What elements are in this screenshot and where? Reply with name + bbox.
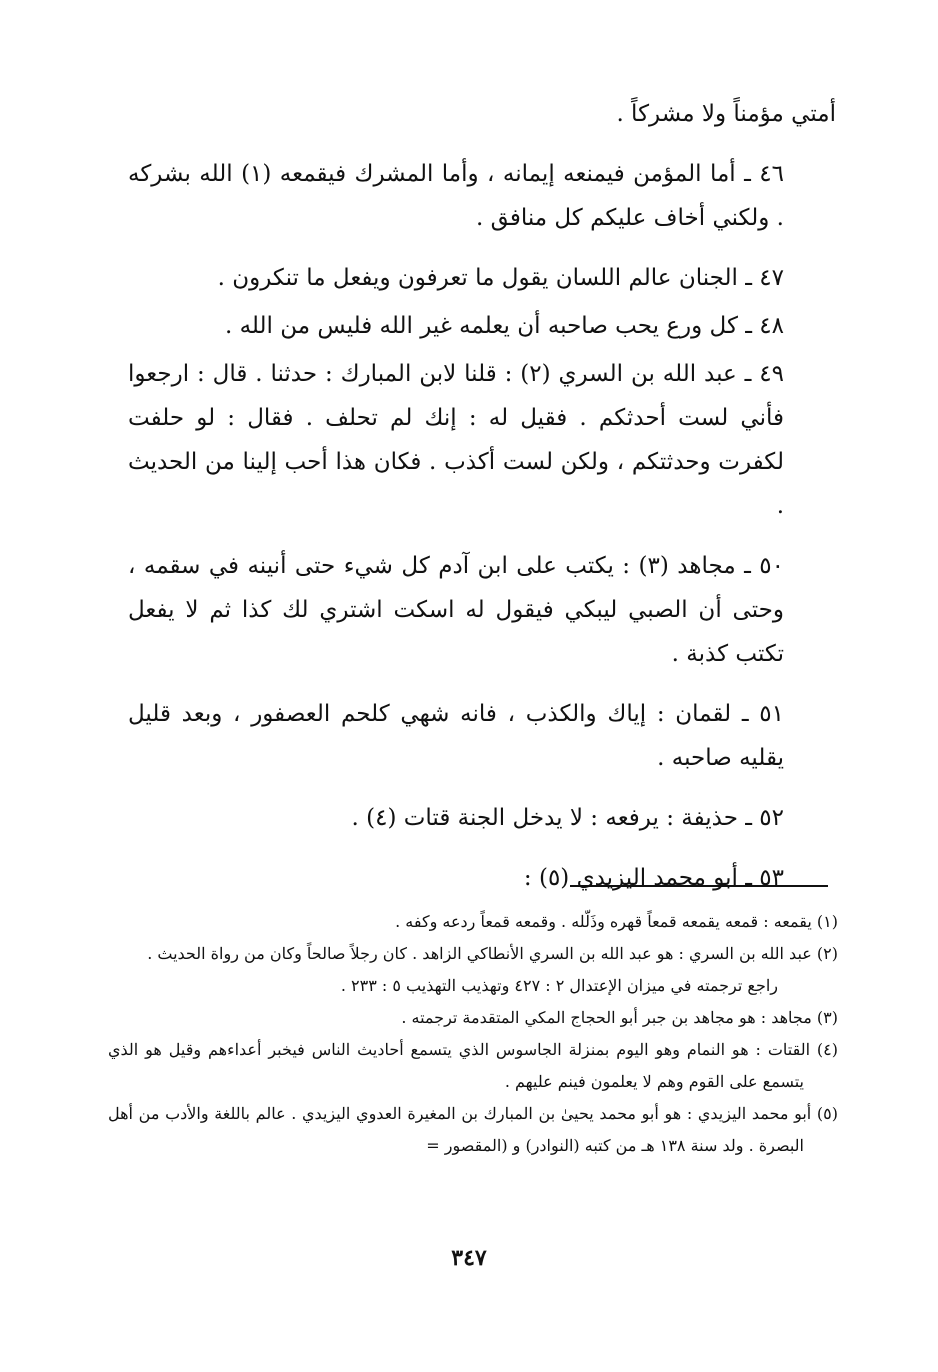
page-number: ٣٤٧ xyxy=(451,1245,487,1271)
paragraph-46: ٤٦ ـ أما المؤمن فيمنعه إيمانه ، وأما المشرك فيقمعه (١) الله بشركه . ولكني أخاف عليكم كل منافق . xyxy=(128,161,784,231)
footnote-separator xyxy=(570,885,828,887)
paragraph-continuation: أمتي مؤمناً ولا مشركاً . xyxy=(616,101,836,127)
paragraph-47: ٤٧ ـ الجنان عالم اللسان يقول ما تعرفون ويفعل ما تنكرون . xyxy=(217,265,784,291)
footnote-2: (٢) عبد الله بن السري : هو عبد الله بن السري الأنطاكي الزاهد . كان رجلاً صالحاً وكان من رواة الحديث . xyxy=(147,944,838,963)
footnote-3: (٣) مجاهد : هو مجاهد بن جبر أبو الحجاج المكي المتقدمة ترجمته . xyxy=(401,1008,838,1027)
main-text xyxy=(128,92,836,900)
paragraph-50: ٥٠ ـ مجاهد (٣) : يكتب على ابن آدم كل شيء حتى أنينه في سقمه ، وحتى أن الصبي ليبكي فيقول له اسكت اشتري لك كذا ثم لا يفعل تكتب كذبة . xyxy=(128,553,784,667)
paragraph-48: ٤٨ ـ كل ورع يحب صاحبه أن يعلمه غير الله فليس من الله . xyxy=(224,313,784,339)
footnote-5: (٥) أبو محمد اليزيدي : هو أبو محمد يحيىٰ بن المبارك بن المغيرة العدوي اليزيدي . عالم باللغة والأدب من أهل البصرة . ولد سنة ١٣٨ هـ من كتبه (النوادر) و (المقصور = xyxy=(108,1104,839,1155)
paragraph-51: ٥١ ـ لقمان : إياك والكذب ، فانه شهي كلحم العصفور ، وبعد قليل يقليه صاحبه . xyxy=(128,701,784,771)
footnote-1: (١) يقمعه : قمعه يقمعه قمعاً قهره وذَلّله . وقمعه قمعاً ردعه وكفه . xyxy=(395,912,838,931)
footnotes xyxy=(108,906,838,1162)
footnote-4: (٤) القتات : هو النمام وهو اليوم بمنزلة الجاسوس الذي يتسمع أحاديث الناس فيخبر أعداءهم وقيل هو الذي يتسمع على القوم وهم لا يعلمون فينم عليهم . xyxy=(108,1040,838,1091)
paragraph-52: ٥٢ ـ حذيفة : يرفعه : لا يدخل الجنة قتات (٤) . xyxy=(351,805,784,831)
paragraph-53: ٥٣ ـ أبو محمد اليزيدي (٥) : xyxy=(523,865,784,891)
footnote-2-reference: راجع ترجمته في ميزان الإعتدال ٢ : ٤٢٧ وتهذيب التهذيب ٥ : ٢٣٣ . xyxy=(340,976,778,995)
paragraph-49: ٤٩ ـ عبد الله بن السري (٢) : قلنا لابن المبارك : حدثنا . قال : ارجعوا فأني لست أحدثكم . فقيل له : إنك لم تحلف . فقال : لو حلفت لكفرت وحدثتكم ، ولكن لست أكذب . فكان هذا أحب إلينا من الحديث . xyxy=(128,361,784,519)
